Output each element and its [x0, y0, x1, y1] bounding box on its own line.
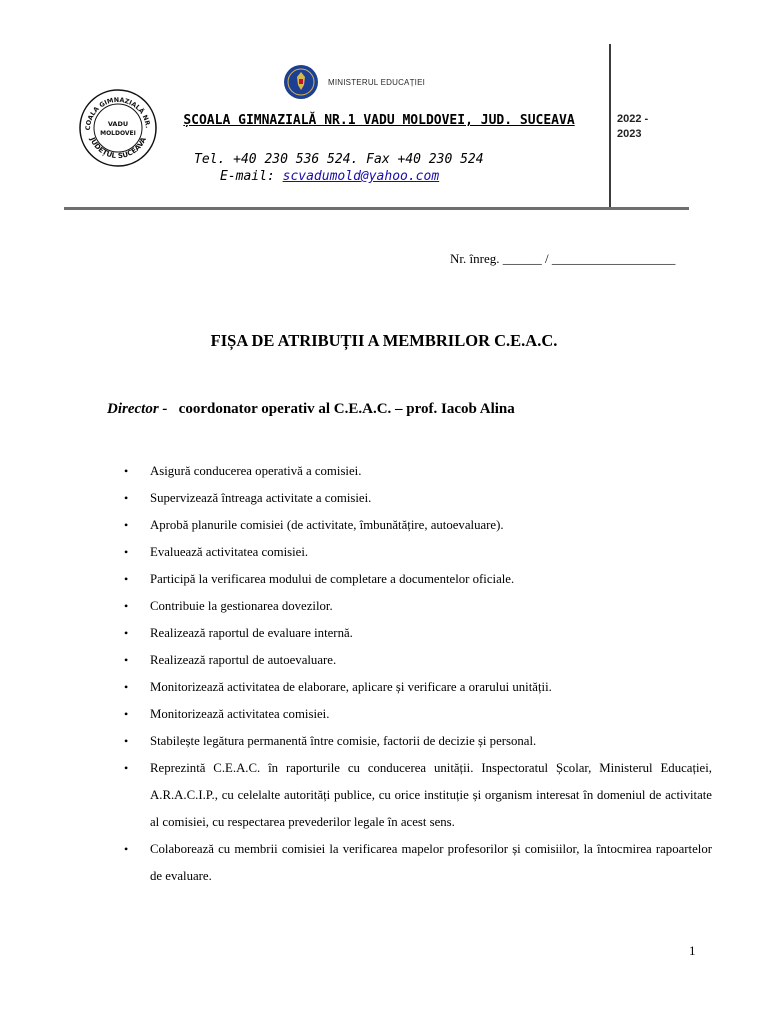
school-name: ȘCOALA GIMNAZIALĂ NR.1 VADU MOLDOVEI, JUD. SUCEAVA: [183, 113, 575, 128]
seal-center-line1: VADU: [107, 120, 129, 128]
bullet-icon: •: [124, 626, 129, 640]
duty-text: Colaborează cu membrii comisiei la verificarea mapelor profesorilor și comisiilor, la întocmirea rapoartelor de evaluare.: [150, 842, 712, 883]
bullet-icon: •: [124, 572, 129, 586]
duty-text: Realizează raportul de evaluare internă.: [150, 626, 353, 640]
duty-item: [122, 539, 712, 566]
duty-item: [122, 566, 712, 593]
document-title: FIȘA DE ATRIBUȚII A MEMBRILOR C.E.A.C.: [210, 331, 558, 350]
ministry-label: MINISTERUL EDUCAȚIEI: [328, 77, 426, 87]
duty-text: Supervizează întreaga activitate a comisiei.: [150, 491, 372, 505]
duty-item: [122, 647, 712, 674]
seal-top-text: COALA GIMNAZIALĂ NR.: [83, 95, 152, 131]
email-link[interactable]: scvadumold@yahoo.com: [282, 169, 440, 184]
school-seal-logo: [78, 88, 158, 168]
director-heading: [107, 401, 515, 418]
bullet-icon: •: [124, 842, 129, 856]
phone-fax-line: Tel. +40 230 536 524. Fax +40 230 524: [194, 152, 484, 167]
email-prefix: E-mail:: [220, 169, 283, 184]
duty-text: Stabilește legătura permanentă între comisie, factorii de decizie și personal.: [150, 734, 537, 748]
bullet-icon: •: [124, 734, 129, 748]
duty-text: Monitorizează activitatea comisiei.: [150, 707, 330, 721]
contact-info: [160, 151, 560, 185]
duty-text: Realizează raportul de autoevaluare.: [150, 653, 337, 667]
duty-text: Monitorizează activitatea de elaborare, aplicare și verificare a orarului unității.: [150, 680, 552, 694]
duty-item: [122, 674, 712, 701]
director-role: Director -: [107, 401, 168, 417]
duty-item: [122, 836, 712, 890]
header-horizontal-divider: [64, 207, 689, 210]
duty-text: Aprobă planurile comisiei (de activitate, îmbunătățire, autoevaluare).: [150, 518, 504, 532]
bullet-icon: •: [124, 518, 129, 532]
duty-item: [122, 458, 712, 485]
registry-number: Nr. înreg. ______ / ___________________: [450, 251, 676, 266]
bullet-icon: •: [124, 599, 129, 613]
bullet-icon: •: [124, 491, 129, 505]
seal-bottom-text: JUDEȚUL SUCEAVA: [88, 136, 148, 161]
duty-item: [122, 701, 712, 728]
school-year: 2022 - 2023: [617, 113, 649, 140]
romania-coat-of-arms-icon: [282, 63, 320, 101]
duty-item: [122, 512, 712, 539]
seal-center-line2: MOLDOVEI: [100, 130, 136, 137]
duty-item: [122, 485, 712, 512]
bullet-icon: •: [124, 653, 129, 667]
header-vertical-divider: [609, 44, 611, 210]
bullet-icon: •: [124, 545, 129, 559]
duty-text: Evaluează activitatea comisiei.: [150, 545, 309, 559]
duty-text: Reprezintă C.E.A.C. în raporturile cu conducerea unității. Inspectoratul Școlar, Ministerul Educației, A.R.A.C.I.P., cu celelalte autorități publice, cu orice instituție și organism interesat în domeniul de activitate al comisiei, cu respectarea prevederilor legale în acest sens.: [150, 761, 712, 829]
page-number: 1: [689, 943, 696, 958]
duty-item: [122, 728, 712, 755]
email-line: [160, 168, 560, 185]
bullet-icon: •: [124, 761, 129, 775]
duty-text: Asigură conducerea operativă a comisiei.: [150, 464, 362, 478]
duty-item: [122, 593, 712, 620]
director-description: coordonator operativ al C.E.A.C. – prof. Iacob Alina: [178, 401, 515, 417]
duty-text: Contribuie la gestionarea dovezilor.: [150, 599, 333, 613]
duty-item: [122, 755, 712, 836]
duty-item: [122, 620, 712, 647]
bullet-icon: •: [124, 707, 129, 721]
duty-text: Participă la verificarea modului de completare a documentelor oficiale.: [150, 572, 515, 586]
bullet-icon: •: [124, 680, 129, 694]
duties-list: [122, 458, 712, 890]
bullet-icon: •: [124, 464, 129, 478]
ministry-logo: [282, 62, 452, 102]
